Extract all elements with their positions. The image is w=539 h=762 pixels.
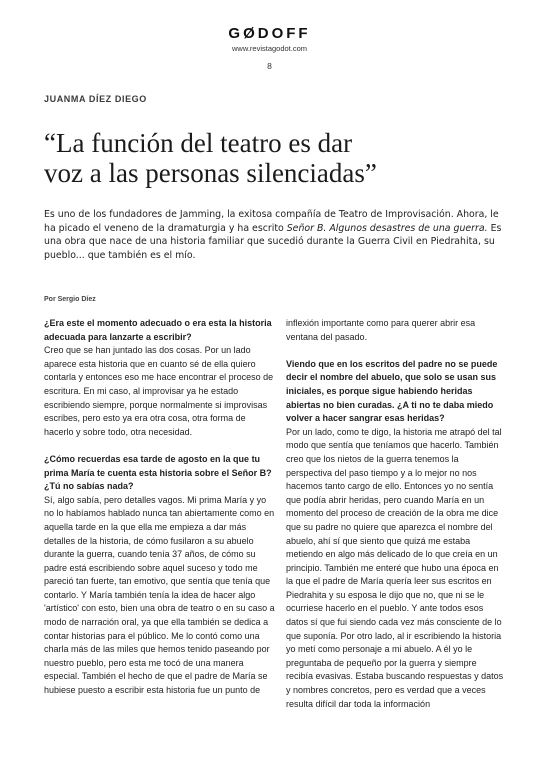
right-column <box>286 317 506 711</box>
question-3: Viendo que en los escritos del padre no se puede decir el nombre del abuelo, que solo se usan sus iniciales, es porque sigue habiendo heridas abiertas no bien curadas. ¿A ti no te daba miedo volver a hacer sangrar esas heridas? <box>286 358 498 424</box>
magazine-logo: GØDOFF <box>228 25 311 42</box>
title-line-1: “La función del teatro es dar <box>44 128 353 158</box>
intro-text-1: Es uno de los fundadores de Jamming, la exitosa compañía de Teatro de Improvisación. Ahora, le ha picado el veneno de la dramaturgia y ha escrito <box>44 209 499 234</box>
article-intro <box>44 208 504 262</box>
answer-2: Sí, algo sabía, pero detalles vagos. Mi prima María y yo no lo habíamos hablado nunca tan abiertamente como en aquella tarde en la que ella me empieza a dar más detalles de la historia, de cómo fusilaron a su abuelo durante la guerra, cuando tenía 37 años, de cómo su padre está escribiendo sobre aquel suceso y todo me pareció tan fuerte, tan emotivo, que sentía que tenía que contarlo. Y María también tenía la idea de hacer algo 'artístico' con esto, bien una obra de teatro o en su caso a modo de narración oral, ya que ella también se dedica a contar historias para el público. Me lo contó como una charla más de las miles que hemos tenido paseando por nuestro pueblo, pero esta me tocó de una manera especial. También el hecho de que el padre de María se hubiese puesto a escribir esta historia fue un punto de <box>44 494 275 696</box>
masthead <box>0 26 539 72</box>
author-name: JUANMA DÍEZ DIEGO <box>44 94 147 104</box>
left-column <box>44 317 276 698</box>
page-number: 8 <box>267 61 272 71</box>
answer-2-continued: inflexión importante como para querer abrir esa ventana del pasado. <box>286 318 476 342</box>
answer-1: Creo que se han juntado las dos cosas. Por un lado aparece esta historia que en cuanto sé de ella quiero contarla y entonces eso me hace encontrar el proceso de escritura. En mi caso, al improvisar ya he estado escribiendo siempre, porque normalmente si improvisas escribes, pero esto ya era otra cosa, otra forma de hacerlo y sobre todo, otra necesidad. <box>44 345 274 437</box>
intro-work-title: Señor B. Algunos desastres de una guerra. <box>286 222 488 234</box>
answer-3: Por un lado, como te digo, la historia me atrapó del tal modo que sentía que teníamos que hacerlo. También creo que los nietos de la guerra tenemos la perspectiva del paso tiempo y a lo mejor no nos hacemos tanto cargo de ello. Entonces yo no sentía que podía abrir heridas, pero cuando María en un momento del proceso de creación de la obra me dice que su padre no quiere que aparezca el nombre del abuelo, ahí sí que siento que quizá me estaba metiendo en algo más delicado de lo que creía en un principio. También me enteré que hubo una época en la que el padre de María quería leer sus escritos en Piedrahita y su esposa le dijo que no, que ni se le ocurriese hacerlo en el pueblo. Y ante todos esos datos sí que fui siendo cada vez más consciente de lo que suponía. Por otro lado, al ir escribiendo la historia yo metí como personaje a mi abuelo. A él yo le preguntaba de pequeño por la guerra y siempre recibía evasivas. Estaba buscando respuestas y datos y nombres concretos, pero es verdad que a veces resulta difícil dar toda la información <box>286 426 504 709</box>
intro-text-2: Es una obra que nace de una historia familiar que sucedió durante la Guerra Civil en Piedrahita, su pueblo... que también es el mío. <box>44 222 502 261</box>
question-2: ¿Cómo recuerdas esa tarde de agosto en la que tu prima María te cuenta esta historia sobre el Señor B? ¿Tú no sabías nada? <box>44 453 272 492</box>
question-1: ¿Era este el momento adecuado o era esta la historia adecuada para lanzarte a escribir? <box>44 318 272 342</box>
magazine-url: www.revistagodot.com <box>231 44 308 53</box>
title-line-2: voz a las personas silenciadas” <box>44 158 377 188</box>
article-title <box>44 128 504 188</box>
byline: Por Sergio Díez <box>44 296 96 303</box>
